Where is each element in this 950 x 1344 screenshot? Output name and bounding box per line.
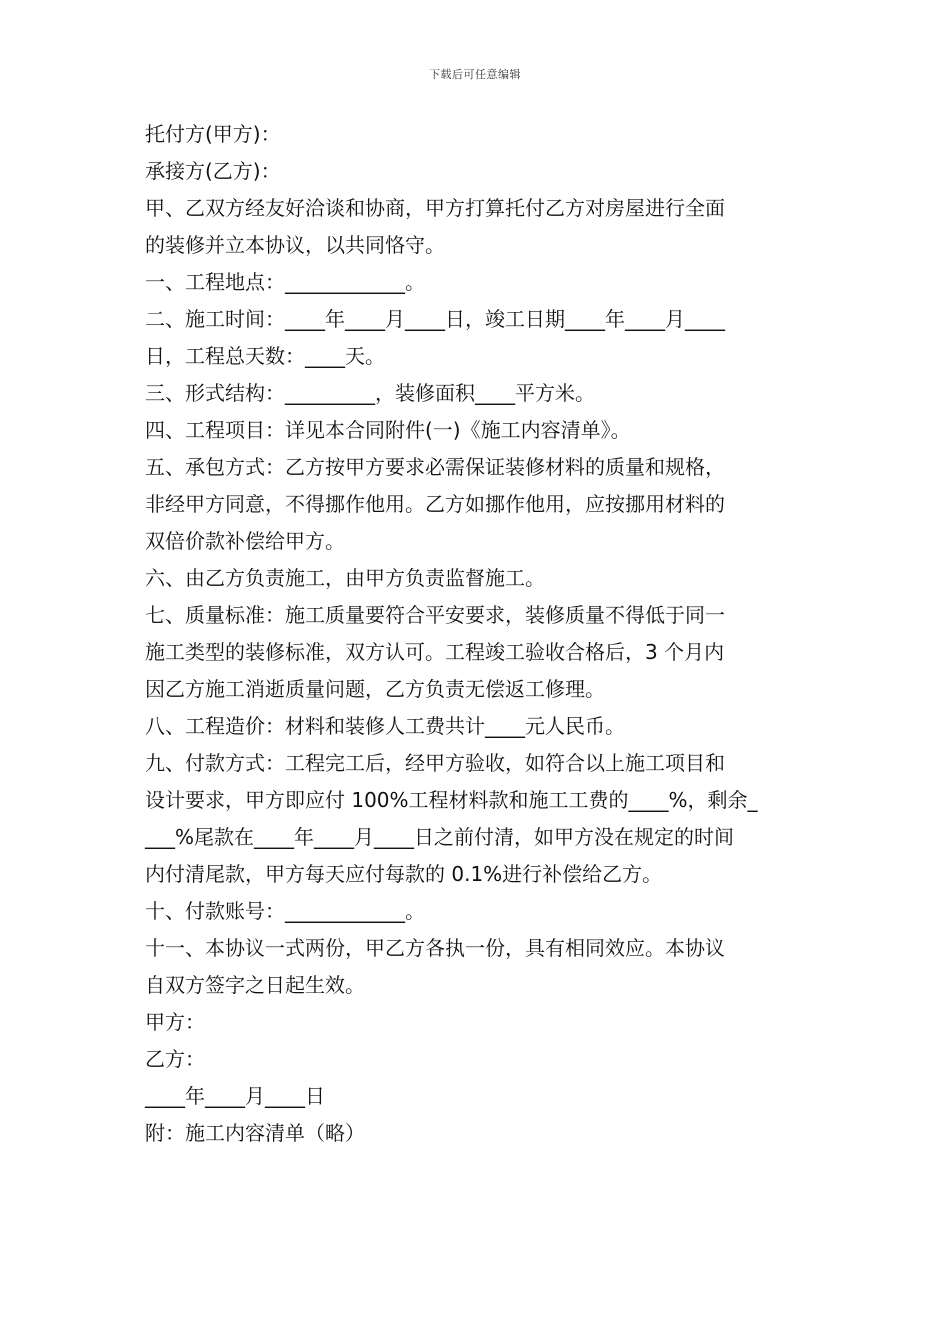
clause-11-copies-line-2: 自双方签字之日起生效。 <box>145 973 365 997</box>
clause-10-account: 十、付款账号：____________。 <box>145 899 425 923</box>
preamble-line-2: 的装修并立本协议，以共同恪守。 <box>145 233 445 257</box>
attachment-note: 附：施工内容清单（略） <box>145 1121 365 1145</box>
clause-2-time-line-2: 日，工程总天数：____天。 <box>145 344 385 368</box>
signature-party-a: 甲方： <box>145 1010 205 1034</box>
clause-5-contract-line-2: 非经甲方同意，不得挪作他用。乙方如挪作他用，应按挪用材料的 <box>145 492 725 516</box>
clause-9-payment-line-3: ___%尾款在____年____月____日之前付清，如甲方没在规定的时间 <box>145 825 735 849</box>
signature-party-b: 乙方： <box>145 1047 205 1071</box>
clause-3-structure: 三、形式结构：_________，装修面积____平方米。 <box>145 381 595 405</box>
party-a-line: 托付方(甲方)： <box>145 122 281 146</box>
contract-body <box>145 116 810 1152</box>
clause-5-contract-line-1: 五、承包方式：乙方按甲方要求必需保证装修材料的质量和规格， <box>145 455 725 479</box>
clause-7-quality-line-3: 因乙方施工消逝质量问题，乙方负责无偿返工修理。 <box>145 677 605 701</box>
party-b-line: 承接方(乙方)： <box>145 159 281 183</box>
clause-1-location: 一、工程地点：____________。 <box>145 270 425 294</box>
clause-11-copies-line-1: 十一、本协议一式两份，甲乙方各执一份，具有相同效应。本协议 <box>145 936 725 960</box>
clause-8-cost: 八、工程造价：材料和装修人工费共计____元人民币。 <box>145 714 625 738</box>
clause-2-time-line-1: 二、施工时间：____年____月____日，竣工日期____年____月____ <box>145 307 725 331</box>
preamble-line-1: 甲、乙双方经友好洽谈和协商，甲方打算托付乙方对房屋进行全面 <box>145 196 725 220</box>
clause-7-quality-line-1: 七、质量标准：施工质量要符合平安要求，装修质量不得低于同一 <box>145 603 725 627</box>
clause-6-supervision: 六、由乙方负责施工，由甲方负责监督施工。 <box>145 566 545 590</box>
clause-9-payment-line-4: 内付清尾款，甲方每天应付每款的 0.1%进行补偿给乙方。 <box>145 862 663 886</box>
clause-4-items: 四、工程项目：详见本合同附件(一)《施工内容清单》。 <box>145 418 631 442</box>
clause-9-payment-line-2: 设计要求，甲方即应付 100%工程材料款和施工工费的____%，剩余_ <box>145 788 758 812</box>
clause-9-payment-line-1: 九、付款方式：工程完工后，经甲方验收，如符合以上施工项目和 <box>145 751 725 775</box>
header-note: 下载后可任意编辑 <box>429 68 521 81</box>
clause-5-contract-line-3: 双倍价款补偿给甲方。 <box>145 529 345 553</box>
signature-date: ____年____月____日 <box>145 1084 325 1108</box>
clause-7-quality-line-2: 施工类型的装修标准，双方认可。工程竣工验收合格后，3 个月内 <box>145 640 725 664</box>
